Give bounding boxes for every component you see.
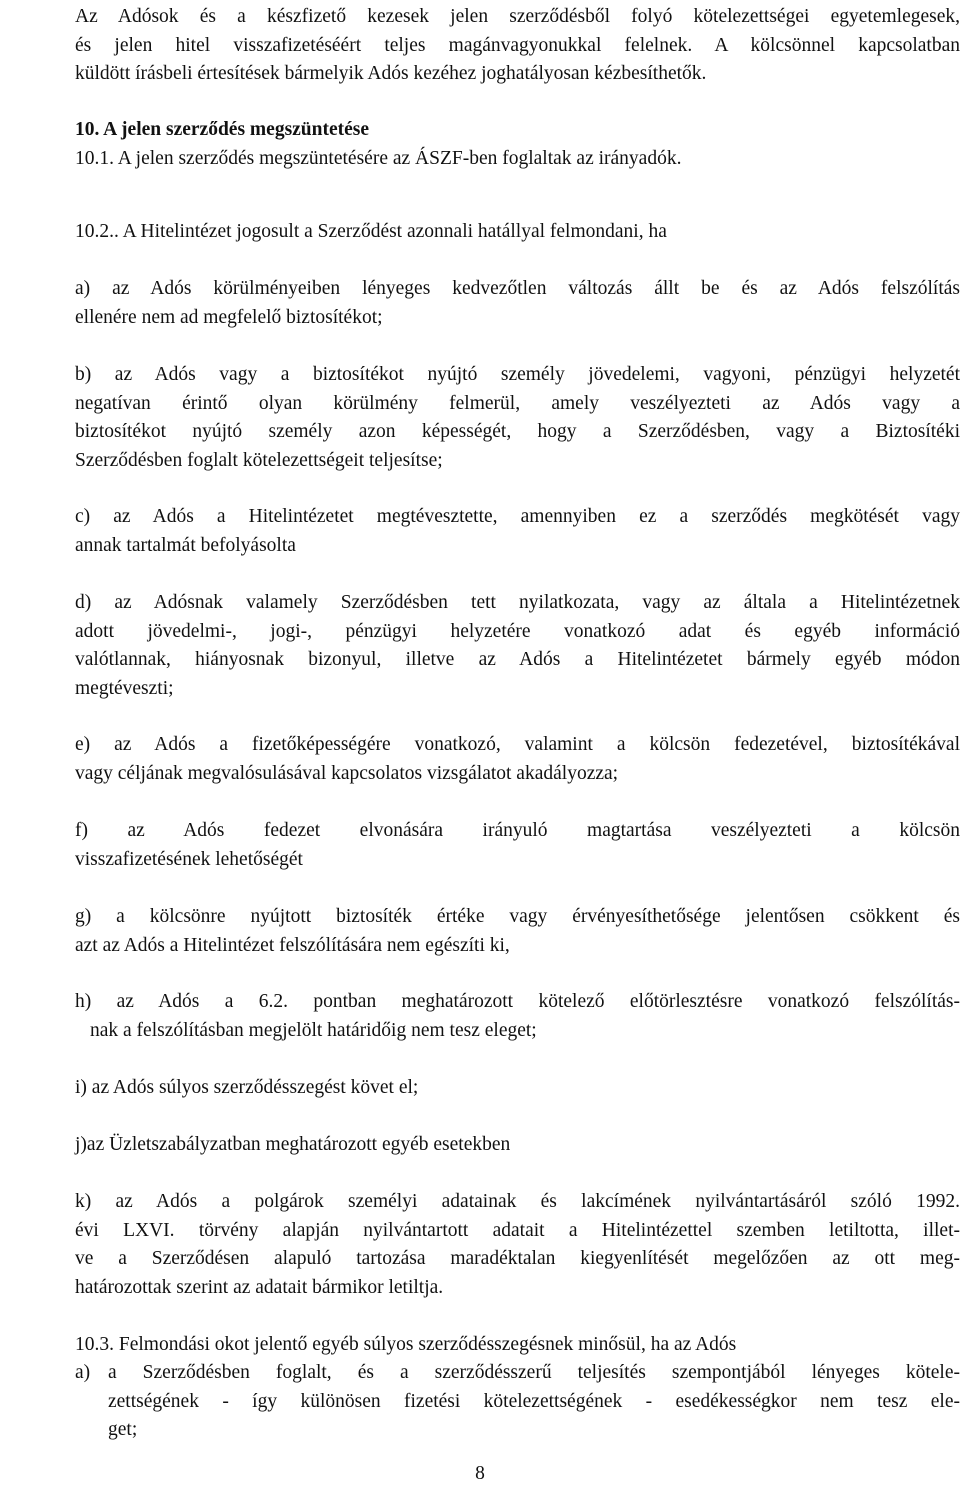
- item-line: visszafizetésének lehetőségét: [75, 848, 303, 870]
- paragraph-10-3: 10.3. Felmondási okot jelentő egyéb súlyos szerződésszegésnek minősül, ha az Adós: [75, 1334, 737, 1355]
- item-line: vagy céljának megvalósulásával kapcsolatos vizsgálatot akadályozza;: [75, 762, 619, 784]
- item-line: valótlannak, hiányosnak bizonyul, illetve az Adós a Hitelintézetet bármely egyéb módon: [75, 649, 960, 670]
- sub-item-label: a): [75, 1362, 91, 1383]
- item-line: f) az Adós fedezet elvonására irányuló magtartása veszélyezteti a kölcsön: [75, 820, 960, 841]
- item-line: ellenére nem ad megfelelő biztosítékot;: [75, 306, 383, 328]
- item-line: nak a felszólításban megjelölt határidőig nem tesz eleget;: [90, 1019, 537, 1041]
- item-line: annak tartalmát befolyásolta: [75, 534, 296, 556]
- list-item-d: [75, 589, 960, 703]
- item-line: adott jövedelmi-, jogi-, pénzügyi helyzetére vonatkozó adat és egyéb információ: [75, 620, 960, 642]
- list-item-f: [75, 817, 960, 874]
- list-item-j: j)az Üzletszabályzatban meghatározott egyéb esetekben: [75, 1134, 511, 1155]
- item-line: azt az Adós a Hitelintézet felszólítására nem egészíti ki,: [75, 934, 510, 956]
- item-line: e) az Adós a fizetőképességére vonatkozó, valamint a kölcsön fedezetével, biztosítékával: [75, 734, 960, 755]
- intro-paragraph: [75, 3, 960, 89]
- item-line: get;: [108, 1419, 138, 1440]
- paragraph-10-2: 10.2.. A Hitelintézet jogosult a Szerződést azonnali hatállyal felmondani, ha: [75, 221, 667, 242]
- item-line: d) az Adósnak valamely Szerződésben tett nyilatkozata, vagy az általa a Hitelintézetnek: [75, 592, 960, 613]
- item-line: negatívan érintő olyan körülmény felmerül, amely veszélyezteti az Adós vagy a: [75, 392, 960, 414]
- paragraph-10-1: 10.1. A jelen szerződés megszüntetésére az ÁSZF-ben foglaltak az irányadók.: [75, 148, 682, 169]
- item-line: c) az Adós a Hitelintézetet megtévesztette, amennyiben ez a szerződés megkötését vagy: [75, 506, 960, 527]
- page-number: 8: [475, 1463, 485, 1484]
- item-line: határozottak szerint az adatait bármikor letiltja.: [75, 1276, 444, 1298]
- item-line: ve a Szerződésen alapuló tartozása maradéktalan kiegyenlítését megelőzően az ott meg-: [75, 1248, 960, 1269]
- list-item-e: [75, 731, 960, 788]
- item-line: megtéveszti;: [75, 677, 174, 699]
- list-item-b: [75, 361, 960, 475]
- item-line: g) a kölcsönre nyújtott biztosíték értéke vagy érvényesíthetősége jelentősen csökkent és: [75, 906, 960, 927]
- list-item-a: [75, 275, 960, 332]
- list-item-h: [75, 988, 960, 1045]
- item-line: zettségének - így különösen fizetési kötelezettségének - esedékességkor nem tesz ele-: [108, 1390, 960, 1412]
- item-line: h) az Adós a 6.2. pontban meghatározott kötelező előtörlesztésre vonatkozó felszólítás-: [75, 991, 960, 1012]
- item-line: a Szerződésben foglalt, és a szerződésszerű teljesítés szempontjából lényeges kötele-: [108, 1362, 960, 1383]
- item-line: b) az Adós vagy a biztosítékot nyújtó személy jövedelemi, vagyoni, pénzügyi helyzetét: [75, 364, 960, 385]
- item-line: k) az Adós a polgárok személyi adatainak és lakcímének nyilvántartásáról szóló 1992.: [75, 1191, 960, 1212]
- item-line: évi LXVI. törvény alapján nyilvántartott adatait a Hitelintézettel szemben letiltotta, illet-: [75, 1219, 960, 1241]
- list-item-k: [75, 1188, 960, 1302]
- list-item-g: [75, 903, 960, 960]
- item-line: a) az Adós körülményeiben lényeges kedvezőtlen változás állt be és az Adós felszólítás: [75, 278, 960, 299]
- intro-line: és jelen hitel visszafizetéséért teljes magánvagyonukkal felelnek. A kölcsönnel kapcsolatban: [75, 34, 960, 56]
- section-heading: 10. A jelen szerződés megszüntetése: [75, 119, 370, 140]
- sub-item-text: [108, 1359, 960, 1445]
- item-line: biztosítékot nyújtó személy azon képességét, hogy a Szerződésben, vagy a Biztosítéki: [75, 421, 960, 442]
- list-item-c: [75, 503, 960, 560]
- intro-line: küldött írásbeli értesítések bármelyik Adós kezéhez joghatályosan kézbesíthetők.: [75, 63, 707, 84]
- list-item-i: i) az Adós súlyos szerződésszegést követ el;: [75, 1077, 419, 1098]
- intro-line: Az Adósok és a készfizető kezesek jelen szerződésből folyó kötelezettségei egyetemlegesek,: [75, 6, 960, 27]
- item-line: Szerződésben foglalt kötelezettségeit teljesítse;: [75, 449, 443, 471]
